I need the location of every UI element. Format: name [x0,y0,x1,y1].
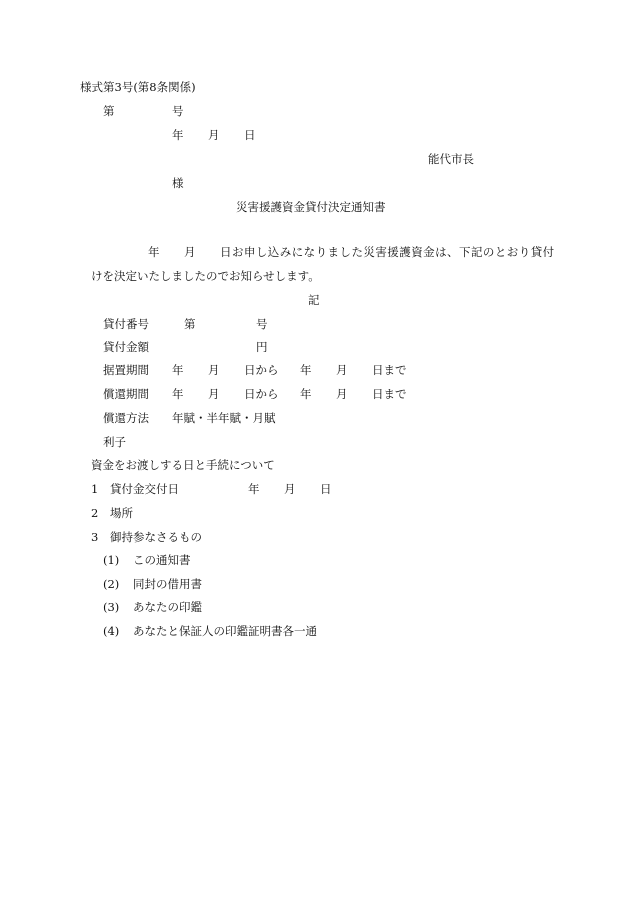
loan-number-label: 貸付番号 [103,317,149,331]
repayment-method-label: 償還方法 [103,411,149,425]
loan-amount-yen: 円 [256,340,268,354]
issuer: 能代市長 [428,152,474,166]
step3-num: 3 [91,530,99,544]
step1-year: 年 [248,482,260,496]
repayment-from: 日から [244,387,279,401]
body-line1: 日お申し込みになりました災害援護資金は、下記のとおり貸付 [220,245,555,259]
belonging-num: (1) [103,553,120,567]
belonging-text: あなたの印鑑 [133,600,202,614]
repayment-year2: 年 [300,387,312,401]
deferment-year2: 年 [300,363,312,377]
repayment-period-label: 償還期間 [103,387,149,401]
step1-month: 月 [284,482,296,496]
deferment-month2: 月 [336,363,348,377]
procedures-heading: 資金をお渡しする日と手続について [91,458,275,472]
body-year: 年 [148,245,160,259]
repayment-method-value: 年賦・半年賦・月賦 [172,411,276,425]
step2-num: 2 [91,506,99,520]
step2-label: 場所 [110,506,133,520]
deferment-month: 月 [208,363,220,377]
belonging-num: (4) [103,624,120,638]
belonging-text: 同封の借用書 [133,577,202,591]
repayment-year: 年 [172,387,184,401]
belonging-num: (2) [103,577,120,591]
step1-day: 日 [320,482,332,496]
step1-num: 1 [91,482,99,496]
deferment-from: 日から [244,363,279,377]
belonging-text: あなたと保証人の印鑑証明書各一通 [133,624,317,638]
belonging-text: この通知書 [133,553,191,567]
repayment-month: 月 [208,387,220,401]
ki-mark: 記 [308,293,320,307]
date-day: 日 [244,128,256,142]
interest-label: 利子 [103,435,126,449]
date-year: 年 [172,128,184,142]
date-month: 月 [208,128,220,142]
body-line2: けを決定いたしましたのでお知らせします。 [91,269,320,283]
document-title: 災害援護資金貸付決定通知書 [236,200,386,214]
deferment-label: 据置期間 [103,363,149,377]
deferment-until: 日まで [372,363,407,377]
body-month: 月 [184,245,196,259]
loan-amount-label: 貸付金額 [103,340,149,354]
number-go: 号 [172,104,184,118]
step3-label: 御持参なさるもの [110,530,202,544]
step1-label: 貸付金交付日 [110,482,179,496]
repayment-month2: 月 [336,387,348,401]
loan-number-go: 号 [256,317,268,331]
addressee-sama: 様 [172,176,184,190]
number-dai: 第 [103,104,115,118]
loan-number-dai: 第 [184,317,196,331]
belonging-num: (3) [103,600,120,614]
deferment-year: 年 [172,363,184,377]
repayment-until: 日まで [372,387,407,401]
form-label: 様式第3号(第8条関係) [80,80,196,94]
